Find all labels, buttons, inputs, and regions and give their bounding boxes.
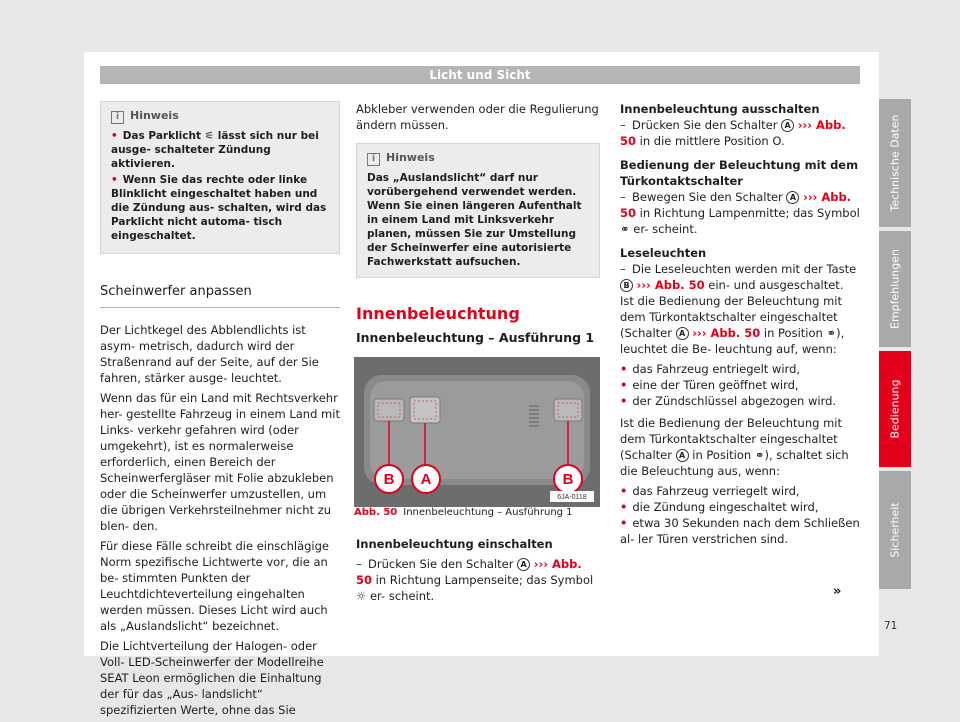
tab-technische-daten[interactable]: Technische Daten bbox=[879, 99, 911, 227]
column-2-bottom bbox=[356, 536, 600, 604]
subheading: Bedienung der Beleuchtung mit dem Türkontaktschalter bbox=[620, 158, 859, 188]
note-item: • Das Parklicht ⚟ lässt sich nur bei ausge- schalteter Zündung aktivieren. bbox=[111, 130, 319, 170]
figure-link[interactable]: ››› Abb. 50 bbox=[620, 118, 846, 148]
tab-bedienung[interactable]: Bedienung bbox=[879, 351, 911, 467]
figure-code: 6JA-0118 bbox=[557, 494, 587, 501]
section-title: Innenbeleuchtung bbox=[356, 304, 520, 323]
note-item: • Wenn Sie das rechte oder linke Blinklicht eingeschaltet haben und die Zündung aus- schalten, wird das Parklicht nicht automa- tisch eingeschaltet. bbox=[111, 174, 327, 242]
paragraph: Abkleber verwenden oder die Regulierung ändern müssen. bbox=[356, 102, 599, 132]
tab-sicherheit[interactable]: Sicherheit bbox=[879, 471, 911, 589]
switch-a-badge: A bbox=[676, 327, 689, 340]
paragraph: Für diese Fälle schreibt die einschlägige Norm spezifische Lichtwerte vor, die an be- stimmten Punkten der Leuchtdichteverteilung eingehalten werden müssen. Dieses Licht wird auch als „Auslandslicht“ bezeichnet. bbox=[100, 539, 329, 633]
column-2 bbox=[356, 101, 600, 346]
note-box bbox=[100, 101, 340, 254]
callout-label: A bbox=[420, 471, 432, 488]
button-b-badge: B bbox=[620, 279, 633, 292]
switch-a-badge: A bbox=[517, 558, 530, 571]
section-heading: Scheinwerfer anpassen bbox=[100, 284, 252, 299]
interior-light-illustration bbox=[354, 357, 600, 507]
note-box bbox=[356, 143, 600, 278]
paragraph: Ist die Bedienung der Beleuchtung mit dem Türkontaktschalter eingeschaltet (Schalter A in Position ⚭), schaltet sich die Beleuchtung aus, wenn: bbox=[620, 416, 849, 478]
info-icon: i bbox=[111, 111, 124, 124]
callout-label: B bbox=[562, 471, 574, 488]
figure-link[interactable]: ››› Abb. 50 bbox=[620, 190, 852, 220]
page-header: Licht und Sicht bbox=[100, 66, 860, 84]
list-item: • das Fahrzeug verriegelt wird, bbox=[620, 484, 800, 498]
paragraph: Ist die Bedienung der Beleuchtung mit dem Türkontaktschalter eingeschaltet (Schalter A ››› Abb. 50 in Position ⚭), leuchtet die Be- leuchtung auf, wenn: bbox=[620, 294, 845, 356]
instruction-step: – Bewegen Sie den Schalter A ››› Abb. 50 in Richtung Lampenmitte; das Symbol ⚭ er- scheint. bbox=[620, 190, 860, 236]
paragraph: Wenn das für ein Land mit Rechtsverkehr her- gestellte Fahrzeug in einem Land mit Links- verkehr gefahren wird (oder umgekehrt), ist es normalerweise erforderlich, einen Bereich der Scheinwerfergläser mit Folie abzukleben oder die Scheinwerfer umzustellen, um die übrigen Verkehrsteilnehmer nicht zu blen- den. bbox=[100, 391, 340, 533]
tab-empfehlungen[interactable]: Empfehlungen bbox=[879, 231, 911, 347]
instruction-step: – Drücken Sie den Schalter A ››› Abb. 50 in Richtung Lampenseite; das Symbol ☼ er- scheint. bbox=[356, 557, 594, 603]
paragraph: Die Lichtverteilung der Halogen- oder Voll- LED-Scheinwerfer der Modellreihe SEAT Leon ermöglichen die Einhaltung der für das „Aus- landslicht“ spezifizierten Werte, ohne das Sie bbox=[100, 639, 324, 717]
figure-link[interactable]: ››› Abb. 50 bbox=[692, 326, 761, 340]
instruction-step: – Drücken Sie den Schalter A ››› Abb. 50 in die mittlere Position O. bbox=[620, 118, 846, 148]
figure-interior-light bbox=[354, 357, 600, 507]
subheading: Innenbeleuchtung ausschalten bbox=[620, 102, 820, 116]
figure-link[interactable]: ››› Abb. 50 bbox=[636, 278, 705, 292]
column-1 bbox=[100, 101, 340, 722]
switch-a-badge: A bbox=[676, 449, 689, 462]
list-item: • die Zündung eingeschaltet wird, bbox=[620, 500, 819, 514]
page-number: 71 bbox=[884, 620, 898, 632]
subheading: Innenbeleuchtung einschalten bbox=[356, 537, 553, 551]
switch-a-badge: A bbox=[781, 119, 794, 132]
column-3 bbox=[620, 101, 860, 547]
info-icon: i bbox=[367, 153, 380, 166]
list-item: • das Fahrzeug entriegelt wird, bbox=[620, 362, 801, 376]
list-item: • eine der Türen geöffnet wird, bbox=[620, 378, 799, 392]
list-item: • der Zündschlüssel abgezogen wird. bbox=[620, 394, 837, 408]
subsection-title: Innenbeleuchtung – Ausführung 1 bbox=[356, 330, 595, 345]
note-title: Hinweis bbox=[130, 109, 179, 122]
switch-a-badge: A bbox=[786, 191, 799, 204]
subheading: Leseleuchten bbox=[620, 246, 707, 260]
continue-arrow: » bbox=[833, 584, 842, 599]
figure-caption: Abb. 50 Innenbeleuchtung – Ausführung 1 bbox=[354, 507, 573, 518]
note-title: Hinweis bbox=[386, 151, 435, 164]
list-item: • etwa 30 Sekunden nach dem Schließen al- ler Türen verstrichen sind. bbox=[620, 516, 860, 546]
paragraph: Der Lichtkegel des Abblendlichts ist asym- metrisch, dadurch wird der Straßenrand auf der Seite, auf der Sie fahren, stärker ausge- leuchtet. bbox=[100, 323, 319, 385]
figure-link[interactable]: ››› Abb. 50 bbox=[356, 557, 582, 587]
instruction-step: – Die Leseleuchten werden mit der Taste B ››› Abb. 50 ein- und ausgeschaltet. bbox=[620, 262, 857, 292]
note-text: Das „Auslandslicht“ darf nur vorübergehend verwendet werden. Wenn Sie einen längeren Aufenthalt in einem Land mit Linksverkehr planen, müssen Sie zur Umstellung der Scheinwerfer eine autorisierte Fachwerkstatt aufsuchen. bbox=[367, 172, 582, 268]
callout-label: B bbox=[383, 471, 395, 488]
